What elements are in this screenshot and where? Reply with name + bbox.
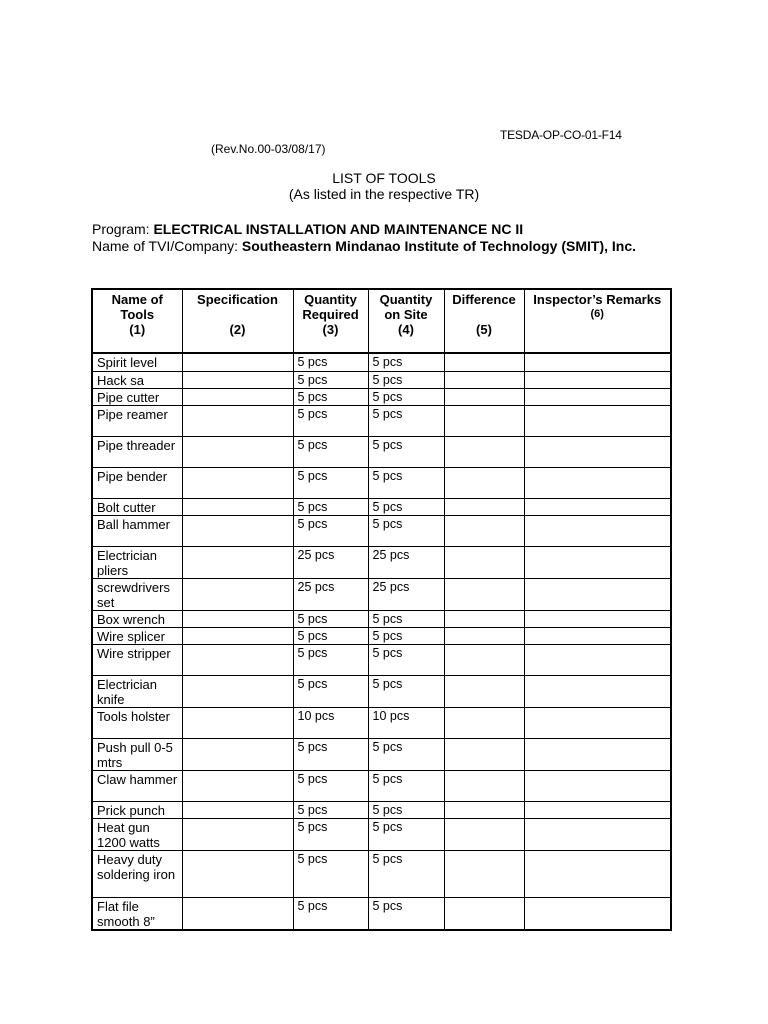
difference-cell	[444, 897, 524, 930]
quantity-required-cell: 5 pcs	[293, 405, 368, 436]
remarks-cell	[524, 578, 671, 610]
quantity-on-site-cell: 5 pcs	[368, 515, 444, 546]
remarks-cell	[524, 498, 671, 515]
column-header-specification: Specification (2)	[182, 289, 293, 353]
specification-cell	[182, 818, 293, 850]
quantity-on-site-cell: 5 pcs	[368, 371, 444, 388]
remarks-cell	[524, 897, 671, 930]
table-row	[92, 405, 671, 436]
program-label: Program:	[92, 221, 154, 237]
tool-name-cell: Heavy duty soldering iron	[92, 850, 182, 897]
difference-cell	[444, 371, 524, 388]
tool-name-cell: Hack sa	[92, 371, 182, 388]
remarks-cell	[524, 353, 671, 371]
tool-name-cell: Flat file smooth 8”	[92, 897, 182, 930]
program-value: ELECTRICAL INSTALLATION AND MAINTENANCE NC II	[153, 221, 524, 237]
quantity-on-site-cell: 5 pcs	[368, 850, 444, 897]
tool-name-cell: Pipe bender	[92, 467, 182, 498]
tool-name-cell: Pipe reamer	[92, 405, 182, 436]
tool-name-cell: Bolt cutter	[92, 498, 182, 515]
quantity-required-cell: 5 pcs	[293, 467, 368, 498]
table-header-row	[92, 289, 671, 353]
tool-name-cell: Box wrench	[92, 610, 182, 627]
quantity-on-site-cell: 5 pcs	[368, 644, 444, 675]
column-header-quantity-required: Quantity Required (3)	[293, 289, 368, 353]
tool-name-cell: Electrician pliers	[92, 546, 182, 578]
quantity-required-cell: 5 pcs	[293, 770, 368, 801]
column-header-remarks: Inspector’s Remarks (6)	[524, 289, 671, 353]
table-row	[92, 371, 671, 388]
specification-cell	[182, 644, 293, 675]
program-line	[92, 221, 523, 237]
tool-name-cell: Wire splicer	[92, 627, 182, 644]
table-row	[92, 818, 671, 850]
specification-cell	[182, 498, 293, 515]
difference-cell	[444, 405, 524, 436]
tool-name-cell: screwdrivers set	[92, 578, 182, 610]
table-row	[92, 801, 671, 818]
remarks-cell	[524, 610, 671, 627]
quantity-on-site-cell: 5 pcs	[368, 897, 444, 930]
table-row	[92, 644, 671, 675]
difference-cell	[444, 627, 524, 644]
document-title: LIST OF TOOLS	[332, 170, 436, 186]
table-row	[92, 436, 671, 467]
quantity-on-site-cell: 5 pcs	[368, 436, 444, 467]
quantity-required-cell: 5 pcs	[293, 353, 368, 371]
table-row	[92, 627, 671, 644]
specification-cell	[182, 610, 293, 627]
quantity-on-site-cell: 10 pcs	[368, 707, 444, 738]
quantity-on-site-cell: 5 pcs	[368, 405, 444, 436]
company-line	[92, 238, 682, 255]
difference-cell	[444, 818, 524, 850]
difference-cell	[444, 707, 524, 738]
remarks-cell	[524, 818, 671, 850]
specification-cell	[182, 405, 293, 436]
quantity-required-cell: 5 pcs	[293, 515, 368, 546]
quantity-on-site-cell: 5 pcs	[368, 675, 444, 707]
tool-name-cell: Push pull 0-5 mtrs	[92, 738, 182, 770]
quantity-on-site-cell: 5 pcs	[368, 353, 444, 371]
quantity-on-site-cell: 5 pcs	[368, 818, 444, 850]
difference-cell	[444, 801, 524, 818]
quantity-required-cell: 10 pcs	[293, 707, 368, 738]
remarks-cell	[524, 388, 671, 405]
remarks-cell	[524, 707, 671, 738]
specification-cell	[182, 770, 293, 801]
column-header-difference: Difference (5)	[444, 289, 524, 353]
remarks-cell	[524, 371, 671, 388]
quantity-required-cell: 5 pcs	[293, 738, 368, 770]
difference-cell	[444, 644, 524, 675]
specification-cell	[182, 353, 293, 371]
quantity-on-site-cell: 25 pcs	[368, 578, 444, 610]
quantity-on-site-cell: 5 pcs	[368, 627, 444, 644]
tool-name-cell: Pipe threader	[92, 436, 182, 467]
quantity-on-site-cell: 5 pcs	[368, 610, 444, 627]
difference-cell	[444, 850, 524, 897]
specification-cell	[182, 707, 293, 738]
remarks-cell	[524, 436, 671, 467]
quantity-on-site-cell: 5 pcs	[368, 467, 444, 498]
quantity-required-cell: 5 pcs	[293, 644, 368, 675]
table-row	[92, 467, 671, 498]
quantity-required-cell: 5 pcs	[293, 371, 368, 388]
difference-cell	[444, 388, 524, 405]
difference-cell	[444, 515, 524, 546]
quantity-on-site-cell: 5 pcs	[368, 738, 444, 770]
quantity-on-site-cell: 25 pcs	[368, 546, 444, 578]
tool-name-cell: Prick punch	[92, 801, 182, 818]
table-row	[92, 578, 671, 610]
remarks-cell	[524, 738, 671, 770]
specification-cell	[182, 738, 293, 770]
difference-cell	[444, 610, 524, 627]
quantity-on-site-cell: 5 pcs	[368, 770, 444, 801]
specification-cell	[182, 801, 293, 818]
remarks-cell	[524, 546, 671, 578]
document-subtitle: (As listed in the respective TR)	[288, 186, 480, 202]
remarks-cell	[524, 405, 671, 436]
company-label: Name of TVI/Company:	[92, 238, 242, 254]
quantity-required-cell: 5 pcs	[293, 610, 368, 627]
remarks-cell	[524, 770, 671, 801]
specification-cell	[182, 850, 293, 897]
quantity-on-site-cell: 5 pcs	[368, 801, 444, 818]
tool-name-cell: Pipe cutter	[92, 388, 182, 405]
tool-name-cell: Wire stripper	[92, 644, 182, 675]
revision-number: (Rev.No.00-03/08/17)	[211, 142, 326, 156]
difference-cell	[444, 578, 524, 610]
tool-name-cell: Ball hammer	[92, 515, 182, 546]
quantity-required-cell: 25 pcs	[293, 546, 368, 578]
table-row	[92, 498, 671, 515]
remarks-cell	[524, 627, 671, 644]
difference-cell	[444, 738, 524, 770]
company-value: Southeastern Mindanao Institute of Technology (SMIT), Inc.	[241, 238, 636, 254]
quantity-on-site-cell: 5 pcs	[368, 498, 444, 515]
table-row	[92, 388, 671, 405]
table-row	[92, 850, 671, 897]
quantity-required-cell: 25 pcs	[293, 578, 368, 610]
quantity-required-cell: 5 pcs	[293, 436, 368, 467]
quantity-required-cell: 5 pcs	[293, 675, 368, 707]
remarks-cell	[524, 675, 671, 707]
difference-cell	[444, 353, 524, 371]
quantity-required-cell: 5 pcs	[293, 850, 368, 897]
difference-cell	[444, 467, 524, 498]
difference-cell	[444, 436, 524, 467]
specification-cell	[182, 436, 293, 467]
specification-cell	[182, 515, 293, 546]
column-header-quantity-on-site: Quantity on Site (4)	[368, 289, 444, 353]
specification-cell	[182, 897, 293, 930]
tool-name-cell: Tools holster	[92, 707, 182, 738]
table-row	[92, 707, 671, 738]
difference-cell	[444, 770, 524, 801]
remarks-cell	[524, 644, 671, 675]
remarks-cell	[524, 515, 671, 546]
table-row	[92, 515, 671, 546]
form-code: TESDA-OP-CO-01-F14	[500, 128, 622, 142]
tool-name-cell: Spirit level	[92, 353, 182, 371]
quantity-required-cell: 5 pcs	[293, 801, 368, 818]
quantity-required-cell: 5 pcs	[293, 627, 368, 644]
tool-name-cell: Electrician knife	[92, 675, 182, 707]
tool-name-cell: Claw hammer	[92, 770, 182, 801]
remarks-cell	[524, 850, 671, 897]
quantity-on-site-cell: 5 pcs	[368, 388, 444, 405]
specification-cell	[182, 546, 293, 578]
quantity-required-cell: 5 pcs	[293, 897, 368, 930]
quantity-required-cell: 5 pcs	[293, 498, 368, 515]
quantity-required-cell: 5 pcs	[293, 818, 368, 850]
tools-table	[91, 288, 672, 931]
difference-cell	[444, 498, 524, 515]
table-row	[92, 546, 671, 578]
table-row	[92, 770, 671, 801]
table-row	[92, 738, 671, 770]
specification-cell	[182, 388, 293, 405]
remarks-cell	[524, 467, 671, 498]
specification-cell	[182, 371, 293, 388]
quantity-required-cell: 5 pcs	[293, 388, 368, 405]
specification-cell	[182, 627, 293, 644]
column-header-name: Name of Tools (1)	[92, 289, 182, 353]
specification-cell	[182, 675, 293, 707]
remarks-cell	[524, 801, 671, 818]
difference-cell	[444, 546, 524, 578]
table-row	[92, 675, 671, 707]
specification-cell	[182, 467, 293, 498]
table-row	[92, 897, 671, 930]
table-row	[92, 353, 671, 371]
specification-cell	[182, 578, 293, 610]
table-row	[92, 610, 671, 627]
difference-cell	[444, 675, 524, 707]
tool-name-cell: Heat gun 1200 watts	[92, 818, 182, 850]
